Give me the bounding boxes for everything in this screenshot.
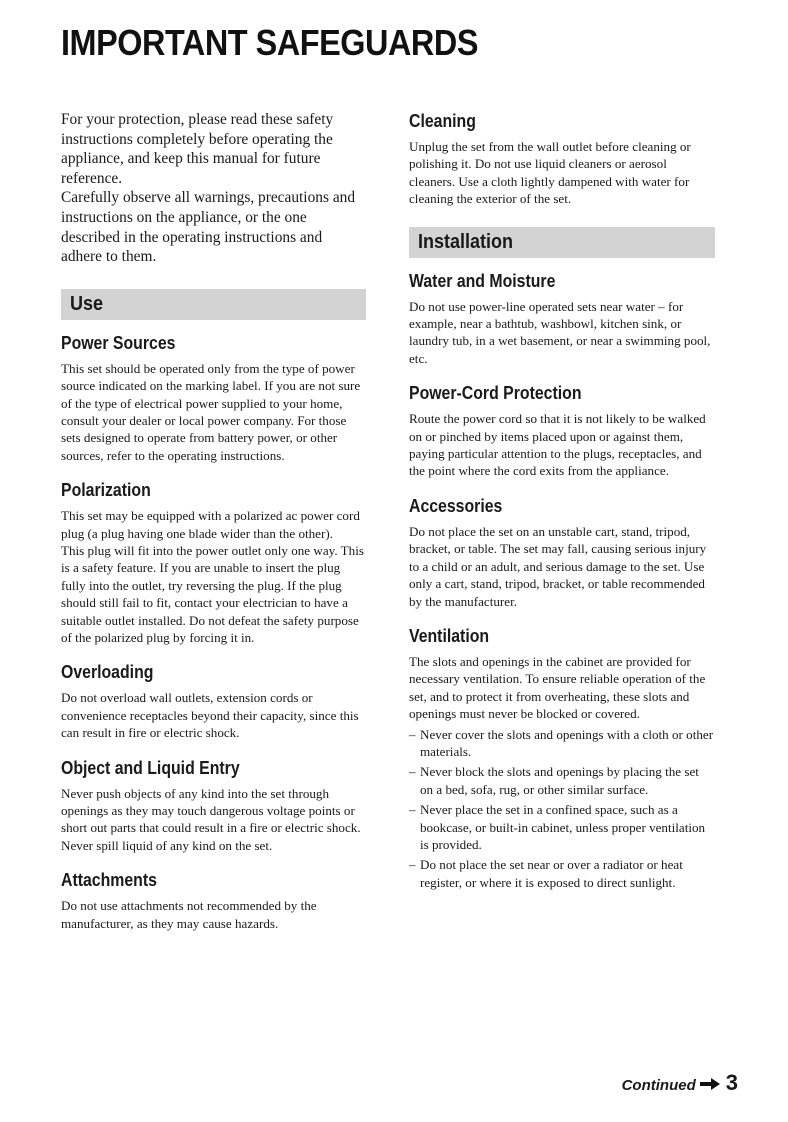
heading-attachments [61,869,366,891]
text-attachments: Do not use attachments not recommended by the manufacturer, as they may cause hazards. [61,898,317,931]
continued-label: Continued [621,1077,696,1094]
heading-accessories-label: Accessories [409,495,503,516]
heading-cleaning-label: Cleaning [409,111,476,131]
intro [61,110,366,267]
section-band-use-label: Use [70,292,104,315]
heading-attachments-label: Attachments [61,870,157,891]
heading-ventilation-label: Ventilation [409,625,490,646]
text-cleaning: Unplug the set from the wall outlet before cleaning or polishing it. Do not use liquid cleaners or aerosol cleaners. Use a cloth lightly dampened with water for cleaning the exterior of the set. [409,139,691,207]
list-item: – Never place the set in a confined space, such as a bookcase, or built-in cabinet, unless proper ventilation is provided. [409,801,715,853]
text-power-sources: This set should be operated only from the type of power source indicated on the marking label. If you are not sure of the type of electrical power supplied to your home, consult your dealer or local power company. For those sets designed to operate from battery power, or other sources, refer to the operating instructions. [61,360,361,463]
heading-overloading [61,661,366,683]
text-polarization-2: This plug will fit into the power outlet only one way. This is a safety feature. If you are unable to insert the plug fully into the outlet, try reversing the plug. If the plug should still fail to fit, contact your electrician to have a suitable outlet installed. Do not defeat the safety purpose of the polarized plug by forcing it in. [61,543,364,646]
text-water-moisture: Do not use power-line operated sets near water – for example, near a bathtub, washbowl, kitchen sink, or laundry tub, in a wet basement, or near a swimming pool, etc. [409,298,711,366]
heading-power-cord-protection-label: Power-Cord Protection [409,383,582,404]
heading-accessories [409,495,715,517]
right-column [409,110,715,894]
intro-paragraph-1: For your protection, please read these safety instructions completely before operating the appliance, and keep this manual for future reference. [61,111,334,187]
continued-footer [622,1070,738,1096]
heading-power-cord-protection [409,382,715,404]
intro-paragraph-2: Carefully observe all warnings, precautions and instructions on the appliance, or the one described in the operating instructions and adhere to them. [61,189,356,266]
text-polarization-1: This set may be equipped with a polarized ac power cord plug (a plug having one blade wider than the other). [61,508,360,541]
section-band-installation [409,227,715,258]
heading-object-liquid-entry [61,757,366,779]
list-item: – Never cover the slots and openings with a cloth or other materials. [409,726,715,761]
text-object-liquid-entry: Never push objects of any kind into the set through openings as they may touch dangerous voltage points or short out parts that could result in a fire or electric shock. Never spill liquid of any kind on the set. [61,785,361,853]
text-ventilation: The slots and openings in the cabinet are provided for necessary ventilation. To ensure reliable operation of the set, and to protect it from overheating, these slots and openings must never be blocked or covered. [409,653,706,722]
heading-cleaning [409,110,715,132]
text-power-cord-protection: Route the power cord so that it is not likely to be walked on or pinched by items placed upon or against them, paying particular attention to the plugs, receptacles, and the point where the cord exits from the appliance. [409,411,706,479]
heading-water-moisture [409,270,715,292]
heading-overloading-label: Overloading [61,662,154,683]
heading-power-sources [61,332,366,354]
ventilation-list [409,726,715,892]
left-column [61,110,366,932]
section-band-use [61,289,366,320]
heading-power-sources-label: Power Sources [61,332,176,353]
heading-ventilation [409,625,715,647]
page-title: IMPORTANT SAFEGUARDS [61,22,478,63]
list-item: – Do not place the set near or over a radiator or heat register, or where it is exposed to direct sunlight. [409,856,715,891]
text-accessories: Do not place the set on an unstable cart, stand, tripod, bracket, or table. The set may fall, causing serious injury to a child or an adult, and serious damage to the set. Use only a cart, stand, tripod, bracket, or table recommended by the manufacturer. [409,523,707,609]
heading-polarization [61,479,366,501]
list-item: – Never block the slots and openings by placing the set on a bed, sofa, rug, or other similar surface. [409,763,715,798]
right-arrow-icon [700,1077,720,1095]
page-number: 3 [725,1070,738,1095]
section-band-installation-label: Installation [418,230,514,253]
heading-polarization-label: Polarization [61,480,151,501]
heading-water-moisture-label: Water and Moisture [409,270,556,291]
text-overloading: Do not overload wall outlets, extension cords or convenience receptacles beyond their capacity, since this can result in fire or electric shock. [61,690,359,741]
heading-object-liquid-entry-label: Object and Liquid Entry [61,757,240,778]
